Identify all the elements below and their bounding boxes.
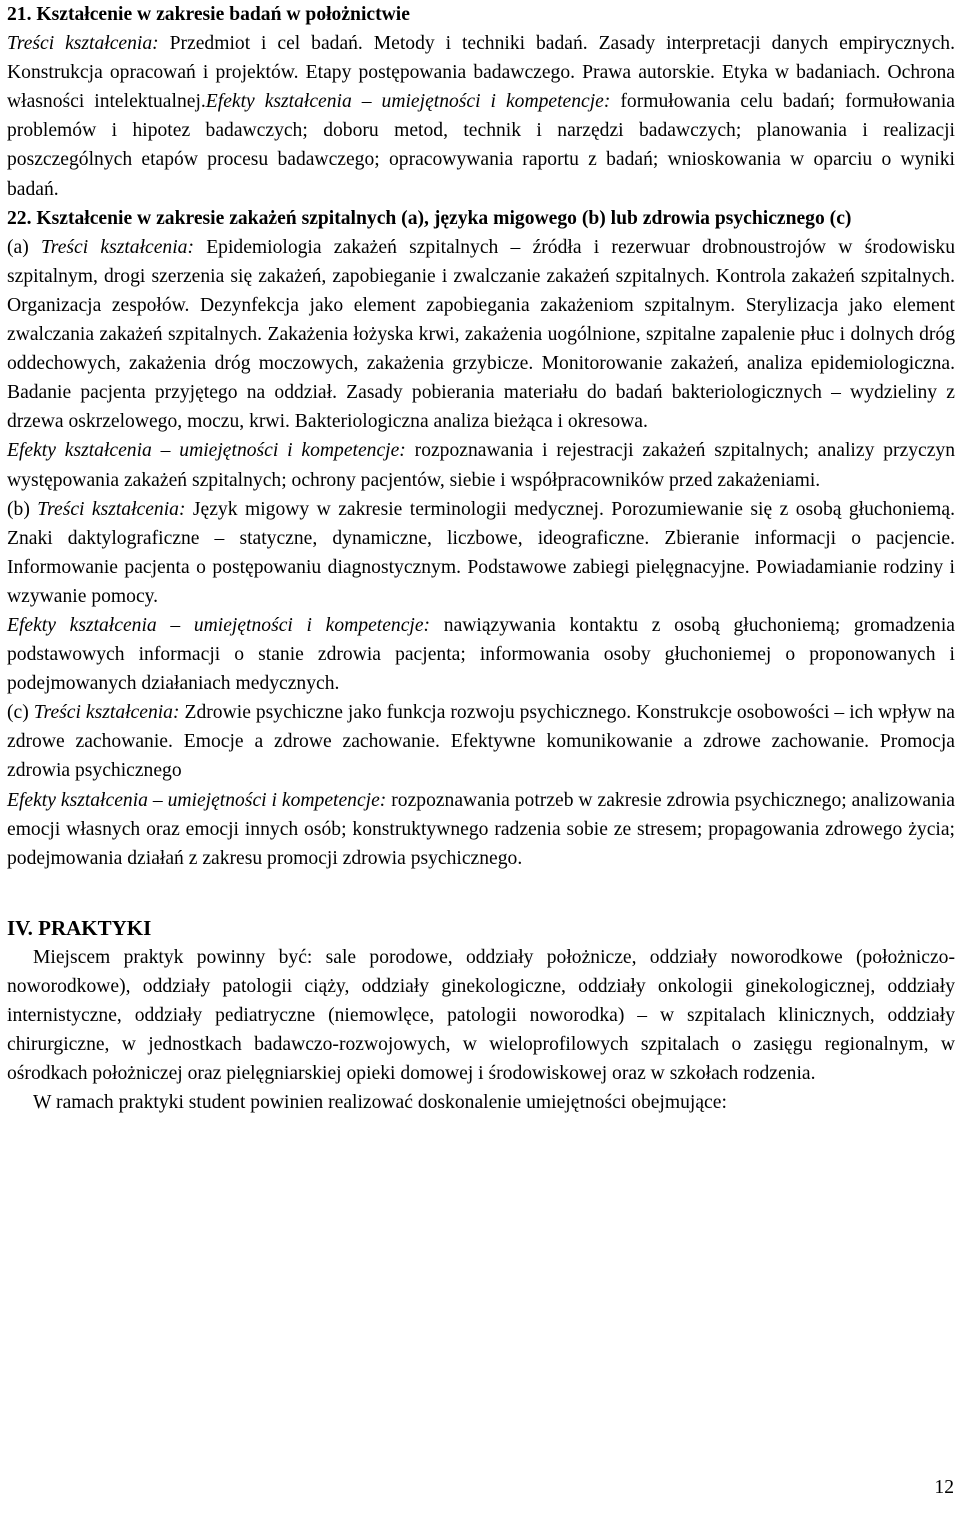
page-number: 12 xyxy=(934,1477,954,1498)
effects-label: Efekty kształcenia – umiejętności i kompetencje: xyxy=(7,614,431,636)
prefix-a: (a) xyxy=(7,236,41,258)
content-text: Język migowy w zakresie terminologii medycznej. Porozumiewanie się z osobą głuchoniemą. Znaki daktylograficzne – statyczne, dynamiczne, liczbowe, ideograficzne. Zbieranie informacji o pacjencie. Informowanie pacjenta o postępowaniu diagnostycznym. Podstawowe zabiegi pielęgnacyjne. Powiadamianie rodziny i wzywanie pomocy. xyxy=(7,498,955,607)
content-label: Treści kształcenia: xyxy=(37,498,186,520)
section-21-heading: 21. Kształcenie w zakresie badań w położnictwie xyxy=(7,4,410,25)
document-page xyxy=(7,0,955,1117)
section-22-heading: 22. Kształcenie w zakresie zakażeń szpitalnych (a), języka migowego (b) lub zdrowia psychicznego (c) xyxy=(7,207,852,229)
section-22c-content xyxy=(7,698,955,785)
effects-text: nawiązywania kontaktu z osobą głuchoniemą; gromadzenia podstawowych informacji o stanie zdrowia pacjenta; informowania osoby głuchoniemej o proponowanych i podejmowanych działaniach medycznych. xyxy=(7,614,955,695)
content-text: Przedmiot i cel badań. Metody i techniki badań. Zasady interpretacji danych empirycznych. Konstrukcja opracowań i projektów. Etapy postępowania badawczego. Prawa autorskie. Etyka w badaniach. Ochrona własności intelektualnej. xyxy=(7,33,955,113)
section-iv-title: IV. PRAKTYKI xyxy=(7,915,152,940)
effects-label: Efekty kształcenia – umiejętności i kompetencje: xyxy=(7,440,406,462)
prefix-c: (c) xyxy=(7,702,34,724)
content-text: Epidemiologia zakażeń szpitalnych – źródła i rezerwuar drobnoustrojów w środowisku szpitalnym, drogi szerzenia się zakażeń, zapobieganie i zwalczanie zakażeń szpitalnych. Kontrola zakażeń szpitalnych. Organizacja zespołów. Dezynfekcja jako element zapobiegania zakażeniom szpitalnym. Sterylizacja jako element zwalczania zakażeń szpitalnych. Zakażenia łożyska krwi, zakażenia uogólnione, szpitalne zapalenie płuc i dolnych dróg oddechowych, zakażenia dróg moczowych, zakażenia grzybicze. Monitorowanie zakażeń, analiza epidemiologiczna. Badanie pacjenta przyjętego na oddział. Zasady pobierania materiału do badań bakteriologicznych – wydzieliny z drzewa oskrzelowego, moczu, krwi. Bakteriologiczna analiza bieżąca i okresowa. xyxy=(7,236,955,433)
section-22a-content xyxy=(7,233,955,437)
content-label: Treści kształcenia: xyxy=(7,33,159,55)
content-label: Treści kształcenia: xyxy=(40,236,194,258)
section-22c-effects xyxy=(7,786,955,873)
effects-text: rozpoznawania i rejestracji zakażeń szpitalnych; analizy przyczyn występowania zakażeń szpitalnych; ochrony pacjentów, siebie i współpracowników przed zakażeniami. xyxy=(7,440,955,491)
effects-text: rozpoznawania potrzeb w zakresie zdrowia psychicznego; analizowania emocji własnych oraz emocji innych osób; konstruktywnego radzenia sobie ze stresem; propagowania zdrowego życia; podejmowania działań z zakresu promocji zdrowia psychicznego. xyxy=(7,789,955,869)
section-22b-content xyxy=(7,495,955,611)
practice-skills-paragraph: W ramach praktyki student powinien realizować doskonalenie umiejętności obejmujące: xyxy=(33,1092,727,1114)
effects-label: Efekty kształcenia – umiejętności i kompetencje: xyxy=(205,91,611,113)
content-label: Treści kształcenia: xyxy=(33,702,180,724)
practice-places-paragraph: Miejscem praktyk powinny być: sale porodowe, oddziały położnicze, oddziały noworodkowe (położniczo-noworodkowe), oddziały patologii ciąży, oddziały ginekologiczne, oddziały onkologii ginekologicznej, oddziały internistyczne, oddziały pediatryczne (niemowlęce, patologii noworodka) – w szpitalach klinicznych, oddziały chirurgiczne, w jednostkach badawczo-rozwojowych, w wieloprofilowych szpitalach o zasięgu regionalnym, w ośrodkach położniczej oraz pielęgniarskiej opieki domowej i środowiskowej oraz w szkołach rodzenia. xyxy=(7,946,955,1085)
section-22b-effects xyxy=(7,611,955,698)
section-21-content xyxy=(7,29,955,204)
content-text: Zdrowie psychiczne jako funkcja rozwoju psychicznego. Konstrukcje osobowości – ich wpływ na zdrowe zachowanie. Emocje a zdrowe zachowanie. Efektywne komunikowanie a zdrowe zachowanie. Promocja zdrowia psychicznego xyxy=(7,702,955,782)
section-22a-effects xyxy=(7,436,955,494)
effects-text: formułowania celu badań; formułowania problemów i hipotez badawczych; doboru metod, technik i narzędzi badawczych; planowania i realizacji poszczególnych etapów procesu badawczego; opracowywania raportu z badań; wnioskowania w oparciu o wyniki badań. xyxy=(7,91,955,200)
effects-label: Efekty kształcenia – umiejętności i kompetencje: xyxy=(7,789,387,811)
prefix-b: (b) xyxy=(7,498,38,520)
